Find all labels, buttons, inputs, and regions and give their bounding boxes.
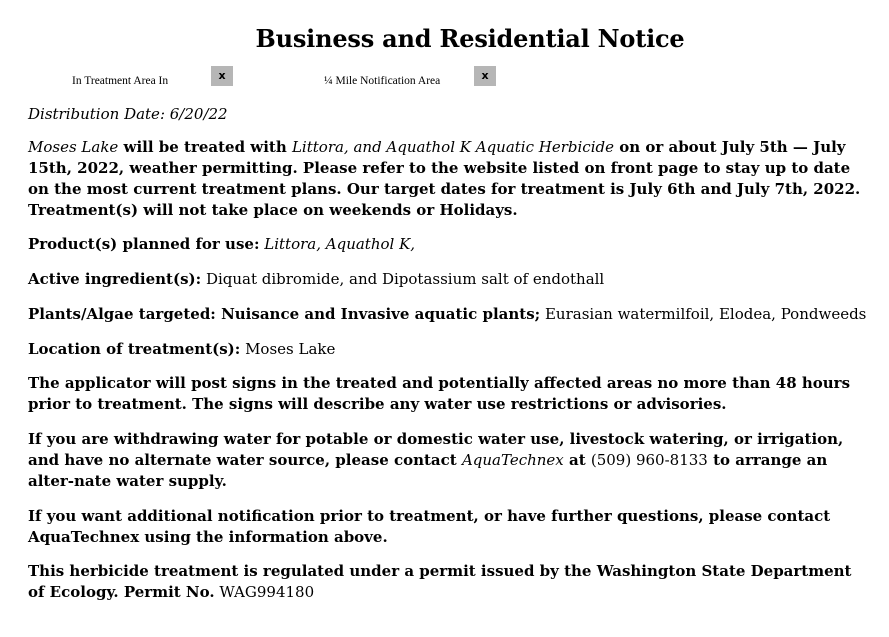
product-line (28, 234, 873, 255)
withdrawing-text-3: to arrange an alter-nate water supply. (28, 451, 828, 490)
active-ingredient-line (28, 269, 873, 290)
notification-area-checkbox[interactable]: x (474, 66, 496, 86)
notification-area-label: ¼ Mile Notification Area (324, 75, 441, 87)
permit-paragraph (28, 561, 873, 603)
signs-paragraph: The applicator will post signs in the treated and potentially affected areas no more than 48 hours prior to treatment. The signs will describe any water use restrictions or advisories. (28, 374, 851, 413)
withdrawing-text-2: at (563, 451, 591, 469)
intro-text-2: on or about July 5th — July 15th, 2022, weather permitting. Please refer to the website listed on front page to stay up to date on the most current treatment plans. Our target dates for treatment is July 6th and July 7th, 2022. Treatment(s) will not take place on weekends or Holidays. (28, 138, 861, 219)
treatment-area-label: In Treatment Area In (72, 75, 169, 87)
plants-label: Plants/Algae targeted: Nuisance and Invasive aquatic plants; (28, 305, 541, 323)
distribution-date: Distribution Date: 6/20/22 (28, 105, 228, 123)
lake-name: Moses Lake (28, 138, 119, 156)
active-value: Diquat dibromide, and Dipotassium salt of endothall (201, 270, 605, 288)
permit-text: This herbicide treatment is regulated under a permit issued by the Washington State Department of Ecology. Permit No. (28, 562, 852, 601)
product-value: Littora, Aquathol K, (259, 235, 416, 253)
intro-paragraph (28, 137, 873, 221)
intro-text-1: will be treated with (118, 138, 292, 156)
plants-line (28, 304, 873, 325)
additional-paragraph: If you want additional notification prior to treatment, or have further questions, please contact AquaTechnex using the information above. (28, 507, 831, 546)
withdrawing-text-1: If you are withdrawing water for potable or domestic water use, livestock watering, or irrigation, and have no alternate water source, please contact (28, 430, 844, 469)
plants-value: Eurasian watermilfoil, Elodea, Pondweeds (540, 305, 867, 323)
permit-number: WAG994180 (214, 583, 315, 601)
location-line (28, 339, 873, 360)
herbicide-name: Littora, and Aquathol K Aquatic Herbicide (291, 138, 614, 156)
treatment-area-checkbox[interactable]: x (211, 66, 233, 86)
active-label: Active ingredient(s): (28, 270, 202, 288)
product-label: Product(s) planned for use: (28, 235, 260, 253)
phone-number: (509) 960-8133 (590, 451, 708, 469)
page-title: Business and Residential Notice (255, 24, 685, 53)
location-label: Location of treatment(s): (28, 340, 241, 358)
location-value: Moses Lake (240, 340, 336, 358)
withdrawing-paragraph (28, 429, 873, 492)
company-name: AquaTechnex (461, 451, 564, 469)
